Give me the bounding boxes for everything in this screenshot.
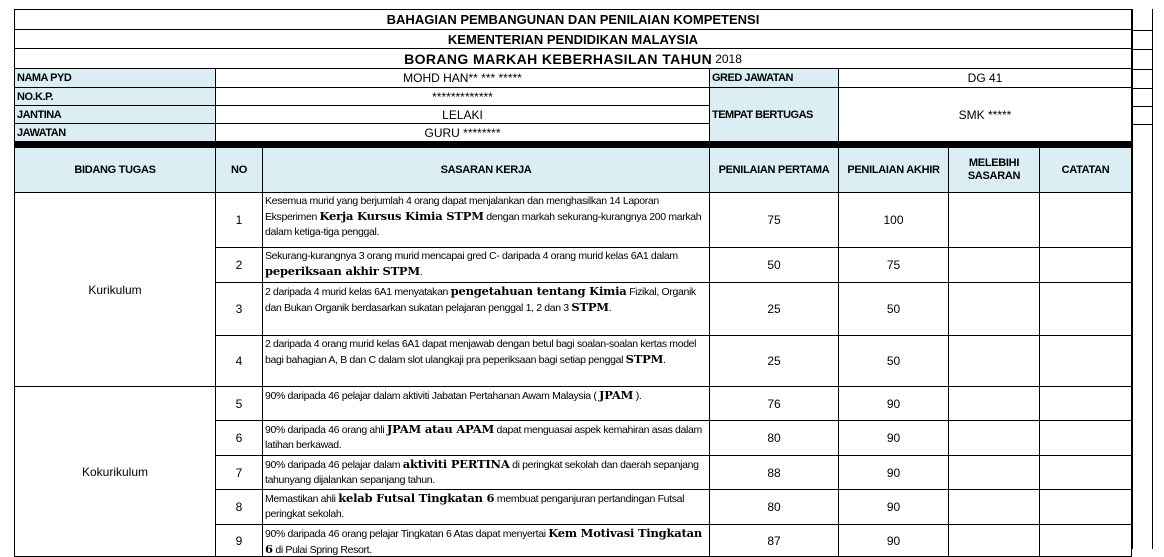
task-text: 90% daripada 46 orang ahli xyxy=(265,424,387,436)
row-number: 4 xyxy=(235,354,243,368)
row-5-p2 xyxy=(839,387,949,421)
score-value: 76 xyxy=(767,396,781,411)
row-6-p2 xyxy=(839,421,949,456)
gred-label: GRED JAWATAN xyxy=(710,69,839,88)
row-2-p1 xyxy=(710,248,839,283)
score-value: 25 xyxy=(767,354,781,368)
row-8-no xyxy=(216,490,263,525)
jantina-value: LELAKI xyxy=(216,106,710,124)
row-2-sasaran xyxy=(263,248,710,283)
task-text: . xyxy=(663,354,666,366)
row-5-p1 xyxy=(710,387,839,421)
row-4-p1 xyxy=(710,336,839,387)
row-6-no xyxy=(216,421,263,456)
tempat-label: TEMPAT BERTUGAS xyxy=(710,88,839,142)
col-header-akhir: PENILAIAN AKHIR xyxy=(839,148,949,193)
nama-label: NAMA PYD xyxy=(14,69,216,88)
row-9-mel xyxy=(949,525,1040,557)
score-value: 75 xyxy=(767,213,781,227)
row-number: 3 xyxy=(235,302,243,316)
row-7-p2 xyxy=(839,456,949,490)
row-8-sasaran xyxy=(263,490,710,525)
task-text: . xyxy=(419,266,423,278)
task-text: dapat menguasai aspek kemahiran asas dalam latihan berkawad. xyxy=(265,424,702,451)
score-value: 88 xyxy=(767,465,781,480)
task-emphasis: STPM xyxy=(571,300,609,314)
task-emphasis: JPAM xyxy=(599,388,634,402)
form-year: 2018 xyxy=(715,51,742,66)
row-8-cat xyxy=(1040,490,1132,525)
task-emphasis: kelab Futsal Tingkatan 6 xyxy=(338,491,495,505)
row-6-mel xyxy=(949,421,1040,456)
score-value: 90 xyxy=(886,396,901,411)
row-2-cat xyxy=(1040,248,1132,283)
side-grid-line xyxy=(1132,106,1153,107)
score-value: 90 xyxy=(886,431,901,445)
row-6-p1 xyxy=(710,421,839,456)
group-kokurikulum: Kokurikulum xyxy=(14,387,216,557)
row-6-cat xyxy=(1040,421,1132,456)
jantina-label: JANTINA xyxy=(14,106,216,124)
row-1-p1 xyxy=(710,193,839,248)
score-value: 50 xyxy=(767,258,781,272)
row-number: 7 xyxy=(235,465,243,480)
row-2-p2 xyxy=(839,248,949,283)
row-4-no xyxy=(216,336,263,387)
task-text: di peringkat sekolah dan daerah sepanjang tahunyang dijalankan sepanjang tahun. xyxy=(265,459,699,486)
gred-value: DG 41 xyxy=(839,69,1132,88)
task-text: 90% daripada 46 pelajar dalam xyxy=(265,459,403,471)
row-3-p1 xyxy=(710,283,839,336)
row-number: 6 xyxy=(235,431,243,445)
score-value: 80 xyxy=(767,431,781,445)
row-9-sasaran xyxy=(263,525,710,557)
row-1-p2 xyxy=(839,193,949,248)
task-emphasis: peperiksaan akhir STPM xyxy=(265,264,420,278)
row-number: 9 xyxy=(235,533,243,548)
score-value: 75 xyxy=(886,258,901,272)
task-text: Kesemua murid yang berjumlah 4 orang dapat menjalankan dan menghasilkan 14 Laporan Eksperimen xyxy=(265,195,659,223)
score-value: 50 xyxy=(886,302,901,316)
row-number: 2 xyxy=(235,258,243,272)
col-header-pertama: PENILAIAN PERTAMA xyxy=(710,148,839,193)
nokp-label: NO.K.P. xyxy=(14,88,216,106)
score-value: 80 xyxy=(767,500,781,514)
row-7-p1 xyxy=(710,456,839,490)
row-1-cat xyxy=(1040,193,1132,248)
task-text: 90% daripada 46 orang pelajar Tingkatan 6 Atas dapat menyertai xyxy=(265,528,549,540)
row-5-sasaran xyxy=(263,387,710,421)
task-emphasis: pengetahuan tentang Kimia xyxy=(450,284,627,298)
score-value: 100 xyxy=(883,213,904,227)
tempat-value: SMK ***** xyxy=(839,88,1132,142)
row-1-no xyxy=(216,193,263,248)
row-7-cat xyxy=(1040,456,1132,490)
task-text: 90% daripada 46 pelajar dalam aktiviti Jabatan Pertahanan Awam Malaysia ( xyxy=(265,390,600,402)
col-header-bidang: BIDANG TUGAS xyxy=(14,148,216,193)
task-emphasis: Kem Motivasi Tingkatan 6 xyxy=(265,526,703,556)
row-3-cat xyxy=(1040,283,1132,336)
side-grid-line xyxy=(1132,88,1153,89)
side-grid-line xyxy=(1132,30,1153,31)
row-1-sasaran xyxy=(263,193,710,248)
col-header-catatan: CATATAN xyxy=(1040,148,1132,193)
row-2-mel xyxy=(949,248,1040,283)
task-text: di Pulai Spring Resort. xyxy=(272,544,372,556)
task-text: 2 daripada 4 orang murid kelas 6A1 dapat menjawab dengan betul bagi soalan-soalan kertas model bagi bahagian A, B dan C dalam slot ulangkaji pra peperiksaan bagi setiap penggal xyxy=(265,338,697,366)
task-text: Sekurang-kurangnya 3 orang murid mencapai gred C- daripada 4 orang murid kelas 6A1 dalam xyxy=(265,250,678,262)
score-value: 90 xyxy=(886,500,901,514)
side-grid-line xyxy=(1132,124,1153,125)
task-text: 2 daripada 4 murid kelas 6A1 menyatakan xyxy=(265,286,451,298)
row-4-mel xyxy=(949,336,1040,387)
row-number: 1 xyxy=(235,213,243,227)
row-number: 8 xyxy=(235,500,243,514)
row-9-p1 xyxy=(710,525,839,557)
header-line-3 xyxy=(14,49,1132,69)
nama-value: MOHD HAN** *** ***** xyxy=(216,69,710,88)
row-9-cat xyxy=(1040,525,1132,557)
col-header-melebihi: MELEBIHI SASARAN xyxy=(949,148,1040,193)
row-7-no xyxy=(216,456,263,490)
row-8-p2 xyxy=(839,490,949,525)
score-value: 90 xyxy=(886,533,901,548)
task-text: membuat penganjuran pertandingan Futsal peringkat sekolah. xyxy=(265,493,685,520)
row-number: 5 xyxy=(235,396,243,411)
task-text: Fizikal, Organik dan Bukan Organik berdasarkan sukatan pelajaran penggal 1, 2 dan 3 xyxy=(265,286,696,314)
right-border xyxy=(1132,9,1133,549)
row-2-no xyxy=(216,248,263,283)
header-line-2: KEMENTERIAN PENDIDIKAN MALAYSIA xyxy=(14,30,1132,49)
task-emphasis: aktiviti PERTINA xyxy=(402,457,510,471)
col-header-no: NO xyxy=(216,148,263,193)
task-emphasis: Kerja Kursus Kimia STPM xyxy=(319,209,484,223)
row-5-cat xyxy=(1040,387,1132,421)
score-value: 25 xyxy=(767,302,781,316)
task-text: ). xyxy=(633,390,642,402)
col-header-sasaran: SASARAN KERJA xyxy=(263,148,710,193)
row-3-no xyxy=(216,283,263,336)
row-1-mel xyxy=(949,193,1040,248)
row-9-p2 xyxy=(839,525,949,557)
form-title: BORANG MARKAH KEBERHASILAN TAHUN xyxy=(404,50,713,67)
task-text: dengan markah sekurang-kurangnya 200 markah dalam ketiga-tiga penggal. xyxy=(265,211,702,238)
row-4-cat xyxy=(1040,336,1132,387)
score-value: 87 xyxy=(767,533,781,548)
row-6-sasaran xyxy=(263,421,710,456)
nokp-value: ************* xyxy=(216,88,710,106)
side-grid-line xyxy=(1132,49,1153,50)
outer-right-border xyxy=(1152,9,1153,549)
task-emphasis: JPAM atau APAM xyxy=(386,422,494,436)
row-3-sasaran xyxy=(263,283,710,336)
task-emphasis: STPM xyxy=(625,352,664,366)
row-4-sasaran xyxy=(263,336,710,387)
jawatan-label: JAWATAN xyxy=(14,124,216,142)
header-line-1: BAHAGIAN PEMBANGUNAN DAN PENILAIAN KOMPETENSI xyxy=(14,9,1132,30)
task-text: Memastikan ahli xyxy=(265,493,339,505)
row-4-p2 xyxy=(839,336,949,387)
row-9-no xyxy=(216,525,263,557)
row-7-mel xyxy=(949,456,1040,490)
row-7-sasaran xyxy=(263,456,710,490)
task-text: . xyxy=(608,302,612,314)
row-3-mel xyxy=(949,283,1040,336)
jawatan-value: GURU ******** xyxy=(216,124,710,142)
row-8-p1 xyxy=(710,490,839,525)
score-value: 50 xyxy=(886,354,901,368)
row-5-mel xyxy=(949,387,1040,421)
score-value: 90 xyxy=(886,465,901,480)
row-8-mel xyxy=(949,490,1040,525)
group-kurikulum: Kurikulum xyxy=(14,193,216,387)
row-3-p2 xyxy=(839,283,949,336)
side-grid-line xyxy=(1132,69,1153,70)
row-5-no xyxy=(216,387,263,421)
